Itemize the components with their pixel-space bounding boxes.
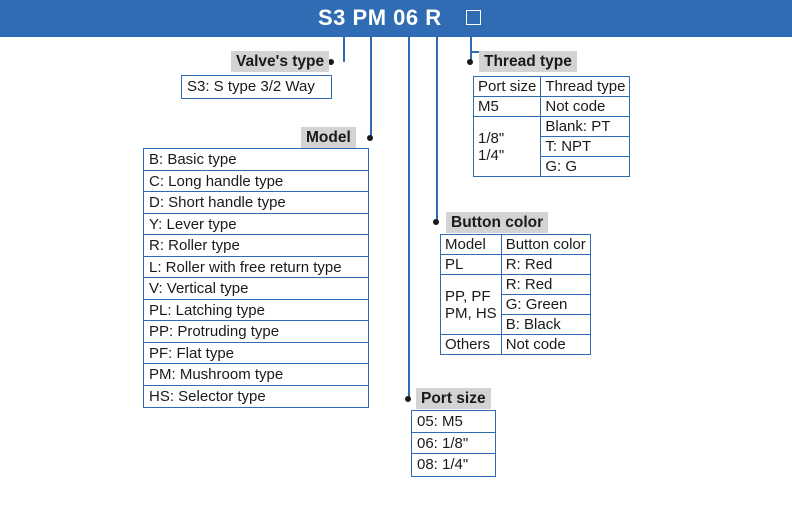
table-cell: Others bbox=[441, 335, 502, 355]
model-code-title: S3 PM 06 R bbox=[318, 5, 442, 30]
valve-type-box bbox=[181, 75, 332, 99]
list-item: C: Long handle type bbox=[144, 171, 368, 193]
list-item: Y: Lever type bbox=[144, 214, 368, 236]
connector-model bbox=[370, 37, 372, 136]
table-cell: G: Green bbox=[501, 295, 590, 315]
button-color-table bbox=[440, 234, 591, 355]
list-item: D: Short handle type bbox=[144, 192, 368, 214]
table-cell: B: Black bbox=[501, 315, 590, 335]
list-item: V: Vertical type bbox=[144, 278, 368, 300]
bullet-dot bbox=[433, 219, 439, 225]
bullet-dot bbox=[405, 396, 411, 402]
port-size-list bbox=[411, 410, 496, 477]
table-cell: Not code bbox=[501, 335, 590, 355]
connector-valve-type bbox=[343, 37, 345, 62]
model-label: Model bbox=[301, 127, 356, 148]
list-item: PP: Protruding type bbox=[144, 321, 368, 343]
list-item: L: Roller with free return type bbox=[144, 257, 368, 279]
thread-type-label: Thread type bbox=[479, 51, 577, 72]
connector-thread-type-v bbox=[470, 37, 472, 52]
list-item: PM: Mushroom type bbox=[144, 364, 368, 386]
button-color-label: Button color bbox=[446, 212, 548, 233]
thread-type-table bbox=[473, 76, 630, 177]
model-list bbox=[143, 148, 369, 408]
table-cell: G: G bbox=[541, 157, 630, 177]
list-item: HS: Selector type bbox=[149, 387, 266, 405]
connector-button-color bbox=[436, 37, 438, 220]
valve-type-value: S3: S type 3/2 Way bbox=[187, 78, 315, 95]
bullet-dot bbox=[367, 135, 373, 141]
table-header: Model bbox=[441, 235, 502, 255]
table-header: Button color bbox=[501, 235, 590, 255]
list-item: PL: Latching type bbox=[144, 300, 368, 322]
table-cell: R: Red bbox=[501, 255, 590, 275]
option-placeholder-box bbox=[466, 10, 481, 25]
table-cell: R: Red bbox=[501, 275, 590, 295]
connector-port-size bbox=[408, 37, 410, 397]
list-item: B: Basic type bbox=[144, 149, 368, 171]
table-cell: Not code bbox=[541, 97, 630, 117]
table-cell: T: NPT bbox=[541, 137, 630, 157]
table-header: Port size bbox=[474, 77, 541, 97]
table-header: Thread type bbox=[541, 77, 630, 97]
table-cell: PP, PF PM, HS bbox=[441, 275, 502, 335]
title-bar bbox=[0, 0, 792, 37]
table-cell: M5 bbox=[474, 97, 541, 117]
list-item: 06: 1/8" bbox=[412, 433, 495, 455]
list-item: R: Roller type bbox=[144, 235, 368, 257]
valve-type-label: Valve's type bbox=[231, 51, 329, 72]
table-cell: PL bbox=[441, 255, 502, 275]
table-cell: 1/8" 1/4" bbox=[474, 117, 541, 177]
list-item: 08: 1/4" bbox=[417, 456, 469, 473]
list-item: 05: M5 bbox=[412, 411, 495, 433]
table-cell: Blank: PT bbox=[541, 117, 630, 137]
port-size-label: Port size bbox=[416, 388, 491, 409]
list-item: PF: Flat type bbox=[144, 343, 368, 365]
bullet-dot bbox=[467, 59, 473, 65]
